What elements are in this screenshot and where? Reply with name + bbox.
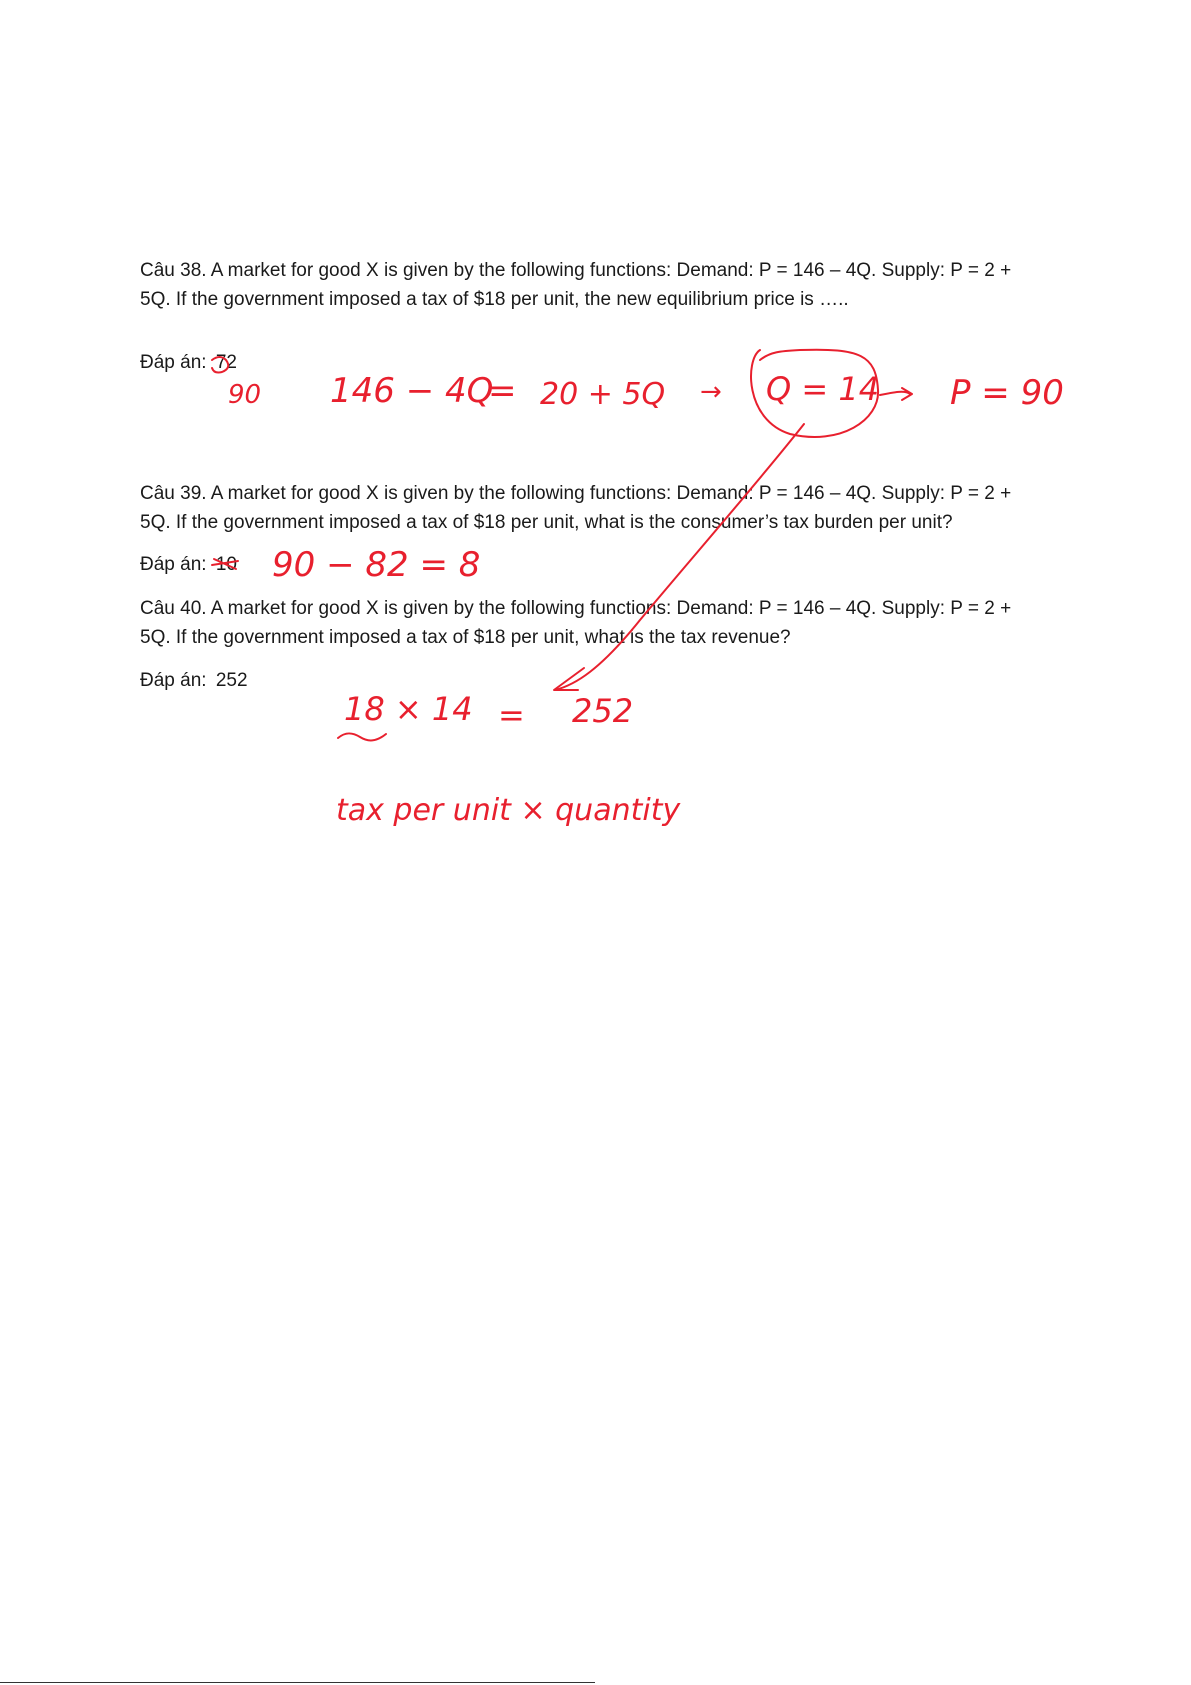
q40-working-left: 18 × 14 [344,690,473,728]
question-39-answer [140,552,237,578]
q40-working-right: 252 [572,692,634,730]
answer-label: Đáp án: [140,670,207,691]
answer-label: Đáp án: [140,352,207,373]
q38-equation-right: 20 + 5Q [540,377,666,412]
q38-q-result: Q = 14 [766,370,880,408]
q38-equation-sign: = [488,371,517,411]
q40-note: tax per unit × quantity [336,793,681,828]
q38-equation-left: 146 − 4Q [330,371,494,411]
answer-value: 252 [215,670,248,691]
q38-result-circle [751,350,878,437]
q38-correction: 90 [228,380,262,410]
footer-rule [0,1682,595,1683]
q38-arrow-1: → [700,377,722,407]
answer-label: Đáp án: [140,554,207,575]
q39-working: 90 − 82 = 8 [272,545,481,585]
answer-value-struck: 10 [215,554,237,575]
question-38-text: Câu 38. A market for good X is given by the following functions: Demand: P = 146 – 4Q. Supply: P = 2 + 5Q. If the government imposed a tax of $18 per unit, the new equilibrium price is ….. [140,260,1012,310]
question-38-answer [140,350,237,376]
q38-arrow-2 [880,388,912,400]
q40-squiggle-underline [338,733,386,740]
q38-p-result: P = 90 [950,373,1064,413]
answer-value-struck: 72 [215,352,237,373]
question-40-answer [140,668,248,694]
question-39-text: Câu 39. A market for good X is given by the following functions: Demand: P = 146 – 4Q. Supply: P = 2 + 5Q. If the government imposed a tax of $18 per unit, what is the consumer’s tax burden per unit? [140,483,1012,533]
q14-reference-arrowhead [554,668,584,690]
question-40-text: Câu 40. A market for good X is given by the following functions: Demand: P = 146 – 4Q. Supply: P = 2 + 5Q. If the government imposed a tax of $18 per unit, what is the tax revenue? [140,598,1012,648]
q40-working-equals: = [498,696,525,734]
